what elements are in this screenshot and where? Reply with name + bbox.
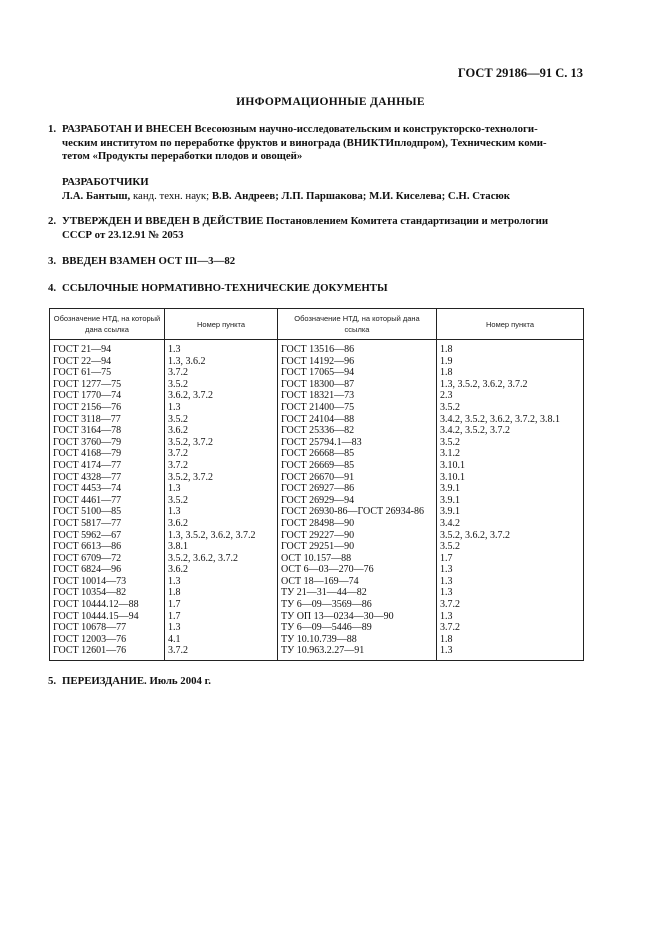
cell-ntd-right: ТУ ОП 13—0234—30—90 xyxy=(278,611,437,623)
table-row xyxy=(50,553,584,565)
col-header-item-2: Номер пункта xyxy=(437,309,584,340)
cell-ntd-left: ГОСТ 3118—77 xyxy=(50,414,165,426)
cell-item-right: 3.10.1 xyxy=(437,472,584,484)
cell-ntd-right: ГОСТ 26668—85 xyxy=(278,448,437,460)
table-row xyxy=(50,367,584,379)
table-row xyxy=(50,472,584,484)
cell-item-right: 1.3 xyxy=(437,576,584,588)
cell-item-right: 3.5.2 xyxy=(437,402,584,414)
cell-item-left: 3.5.2 xyxy=(165,414,278,426)
cell-item-right: 1.9 xyxy=(437,356,584,368)
cell-ntd-left: ГОСТ 1277—75 xyxy=(50,379,165,391)
cell-item-left: 3.5.2, 3.6.2, 3.7.2 xyxy=(165,553,278,565)
cell-ntd-left: ГОСТ 2156—76 xyxy=(50,402,165,414)
cell-item-left: 1.3 xyxy=(165,483,278,495)
section-3-text: ВВЕДЕН ВЗАМЕН ОСТ III—3—82 xyxy=(62,255,236,267)
table-row xyxy=(50,460,584,472)
section-4-text: ССЫЛОЧНЫЕ НОРМАТИВНО-ТЕХНИЧЕСКИЕ ДОКУМЕНТЫ xyxy=(62,282,388,294)
cell-ntd-left: ГОСТ 6709—72 xyxy=(50,553,165,565)
cell-ntd-left: ГОСТ 3164—78 xyxy=(50,425,165,437)
cell-item-left: 1.8 xyxy=(165,587,278,599)
cell-ntd-right: ОСТ 6—03—270—76 xyxy=(278,564,437,576)
cell-item-left: 3.7.2 xyxy=(165,460,278,472)
developers-heading: РАЗРАБОТЧИКИ xyxy=(62,176,149,188)
section-2-number: 2. xyxy=(48,215,57,227)
cell-item-right: 1.3 xyxy=(437,564,584,576)
cell-item-left: 3.6.2 xyxy=(165,518,278,530)
cell-item-left: 1.3 xyxy=(165,506,278,518)
page-header: ГОСТ 29186—91 С. 13 xyxy=(457,66,583,80)
cell-item-right: 1.3 xyxy=(437,611,584,623)
table-row xyxy=(50,506,584,518)
cell-item-right: 3.4.2, 3.5.2, 3.6.2, 3.7.2, 3.8.1 xyxy=(437,414,584,426)
table-row xyxy=(50,611,584,623)
cell-item-right: 1.3, 3.5.2, 3.6.2, 3.7.2 xyxy=(437,379,584,391)
table-row xyxy=(50,437,584,449)
cell-item-left: 1.7 xyxy=(165,611,278,623)
developer-names: В.В. Андреев; Л.П. Паршакова; М.И. Киселева; С.Н. Стасюк xyxy=(211,189,510,202)
cell-item-left: 3.7.2 xyxy=(165,367,278,379)
cell-ntd-right: ОСТ 18—169—74 xyxy=(278,576,437,588)
cell-ntd-right: ТУ 21—31—44—82 xyxy=(278,587,437,599)
cell-item-right: 3.7.2 xyxy=(437,622,584,634)
cell-item-right: 3.4.2, 3.5.2, 3.7.2 xyxy=(437,425,584,437)
cell-ntd-right: ГОСТ 26670—91 xyxy=(278,472,437,484)
cell-ntd-right: ГОСТ 26927—86 xyxy=(278,483,437,495)
cell-ntd-right: ТУ 10.10.739—88 xyxy=(278,634,437,646)
section-2-text-2: СССР от 23.12.91 № 2053 xyxy=(62,228,184,241)
cell-ntd-left: ГОСТ 6613—86 xyxy=(50,541,165,553)
table-row xyxy=(50,425,584,437)
table-row xyxy=(50,530,584,542)
section-1-heading: РАЗРАБОТАН И ВНЕСЕН xyxy=(62,123,192,135)
cell-ntd-left: ГОСТ 12601—76 xyxy=(50,645,165,660)
cell-ntd-left: ГОСТ 5962—67 xyxy=(50,530,165,542)
cell-item-left: 1.7 xyxy=(165,599,278,611)
cell-ntd-right: ТУ 6—09—5446—89 xyxy=(278,622,437,634)
developer-degree: канд. техн. наук; xyxy=(130,189,212,202)
section-1-text-3: тетом «Продукты переработки плодов и овощей» xyxy=(62,150,303,163)
cell-item-left: 1.3 xyxy=(165,622,278,634)
cell-item-right: 3.5.2 xyxy=(437,541,584,553)
cell-ntd-left: ГОСТ 5817—77 xyxy=(50,518,165,530)
cell-ntd-left: ГОСТ 6824—96 xyxy=(50,564,165,576)
cell-ntd-left: ГОСТ 10678—77 xyxy=(50,622,165,634)
cell-item-right: 3.9.1 xyxy=(437,495,584,507)
cell-item-left: 1.3, 3.6.2 xyxy=(165,356,278,368)
cell-ntd-left: ГОСТ 1770—74 xyxy=(50,390,165,402)
table-row xyxy=(50,390,584,402)
cell-item-right: 3.5.2, 3.6.2, 3.7.2 xyxy=(437,530,584,542)
cell-item-left: 3.7.2 xyxy=(165,645,278,660)
reference-documents-table xyxy=(49,308,584,661)
cell-ntd-right: ГОСТ 21400—75 xyxy=(278,402,437,414)
section-2 xyxy=(48,215,588,242)
cell-ntd-left: ГОСТ 4453—74 xyxy=(50,483,165,495)
cell-ntd-left: ГОСТ 4328—77 xyxy=(50,472,165,484)
cell-item-right: 3.10.1 xyxy=(437,460,584,472)
cell-item-right: 3.7.2 xyxy=(437,599,584,611)
table-header-row xyxy=(50,309,584,340)
cell-item-right: 3.1.2 xyxy=(437,448,584,460)
cell-item-right: 1.3 xyxy=(437,587,584,599)
section-2-text-1: Постановлением Комитета стандартизации и метрологии xyxy=(266,215,549,227)
table-row xyxy=(50,379,584,391)
table-row xyxy=(50,495,584,507)
cell-item-right: 1.8 xyxy=(437,367,584,379)
table-row xyxy=(50,622,584,634)
table-row xyxy=(50,599,584,611)
cell-item-left: 3.5.2, 3.7.2 xyxy=(165,472,278,484)
cell-item-right: 3.9.1 xyxy=(437,506,584,518)
cell-item-left: 3.5.2 xyxy=(165,379,278,391)
cell-ntd-right: ТУ 6—09—3569—86 xyxy=(278,599,437,611)
cell-item-right: 1.8 xyxy=(437,340,584,356)
cell-ntd-right: ГОСТ 14192—96 xyxy=(278,356,437,368)
cell-ntd-right: ГОСТ 18321—73 xyxy=(278,390,437,402)
table-row xyxy=(50,356,584,368)
cell-item-left: 3.6.2 xyxy=(165,425,278,437)
section-5-number: 5. xyxy=(48,675,57,687)
cell-item-right: 2.3 xyxy=(437,390,584,402)
cell-ntd-left: ГОСТ 4174—77 xyxy=(50,460,165,472)
cell-item-right: 3.4.2 xyxy=(437,518,584,530)
section-3-number: 3. xyxy=(48,255,57,267)
col-header-item-1: Номер пункта xyxy=(165,309,278,340)
cell-ntd-left: ГОСТ 10444.12—88 xyxy=(50,599,165,611)
cell-item-left: 3.5.2 xyxy=(165,495,278,507)
cell-ntd-right: ГОСТ 25336—82 xyxy=(278,425,437,437)
cell-ntd-right: ГОСТ 24104—88 xyxy=(278,414,437,426)
cell-item-right: 1.7 xyxy=(437,553,584,565)
table-row xyxy=(50,576,584,588)
cell-ntd-right: ГОСТ 17065—94 xyxy=(278,367,437,379)
section-1-number: 1. xyxy=(48,123,57,135)
developer-lead: Л.А. Бантыш, xyxy=(62,189,131,202)
cell-item-left: 3.6.2 xyxy=(165,564,278,576)
cell-ntd-left: ГОСТ 5100—85 xyxy=(50,506,165,518)
cell-item-left: 1.3 xyxy=(165,576,278,588)
cell-ntd-left: ГОСТ 10354—82 xyxy=(50,587,165,599)
table-row xyxy=(50,587,584,599)
cell-ntd-right: ГОСТ 18300—87 xyxy=(278,379,437,391)
section-3 xyxy=(48,255,588,269)
section-5-text: ПЕРЕИЗДАНИЕ. Июль 2004 г. xyxy=(62,675,211,687)
cell-ntd-right: ГОСТ 26669—85 xyxy=(278,460,437,472)
cell-item-left: 1.3 xyxy=(165,402,278,414)
table-row xyxy=(50,483,584,495)
cell-ntd-right: ГОСТ 25794.1—83 xyxy=(278,437,437,449)
cell-item-right: 1.8 xyxy=(437,634,584,646)
cell-ntd-right: ГОСТ 29251—90 xyxy=(278,541,437,553)
cell-ntd-left: ГОСТ 10444.15—94 xyxy=(50,611,165,623)
section-2-heading: УТВЕРЖДЕН И ВВЕДЕН В ДЕЙСТВИЕ xyxy=(62,215,264,227)
table-row xyxy=(50,402,584,414)
section-1-text-1: Всесоюзным научно-исследовательским и конструкторско-технологи- xyxy=(194,123,538,135)
cell-ntd-left: ГОСТ 12003—76 xyxy=(50,634,165,646)
cell-ntd-left: ГОСТ 10014—73 xyxy=(50,576,165,588)
section-4 xyxy=(48,282,588,296)
section-4-number: 4. xyxy=(48,282,57,294)
cell-ntd-right: ОСТ 10.157—88 xyxy=(278,553,437,565)
table-row xyxy=(50,414,584,426)
cell-item-left: 1.3 xyxy=(165,340,278,356)
section-1-text-2: ческим институтом по переработке фруктов и винограда (ВНИКТИплодпром), Техническим коми- xyxy=(62,136,547,149)
table-body xyxy=(50,340,584,661)
table-row xyxy=(50,448,584,460)
table-row xyxy=(50,340,584,356)
cell-ntd-left: ГОСТ 4168—79 xyxy=(50,448,165,460)
cell-item-left: 1.3, 3.5.2, 3.6.2, 3.7.2 xyxy=(165,530,278,542)
cell-item-left: 3.6.2, 3.7.2 xyxy=(165,390,278,402)
developers xyxy=(48,176,588,203)
cell-item-right: 3.9.1 xyxy=(437,483,584,495)
cell-ntd-right: ТУ 10.963.2.27—91 xyxy=(278,645,437,660)
cell-item-left: 3.5.2, 3.7.2 xyxy=(165,437,278,449)
cell-ntd-left: ГОСТ 4461—77 xyxy=(50,495,165,507)
cell-ntd-right: ГОСТ 13516—86 xyxy=(278,340,437,356)
cell-ntd-left: ГОСТ 3760—79 xyxy=(50,437,165,449)
cell-item-left: 3.8.1 xyxy=(165,541,278,553)
cell-ntd-left: ГОСТ 22—94 xyxy=(50,356,165,368)
table-row xyxy=(50,564,584,576)
cell-item-left: 3.7.2 xyxy=(165,448,278,460)
cell-ntd-left: ГОСТ 61—75 xyxy=(50,367,165,379)
table-row xyxy=(50,634,584,646)
cell-ntd-left: ГОСТ 21—94 xyxy=(50,340,165,356)
col-header-ntd-1: Обозначение НТД, на который дана ссылка xyxy=(50,309,165,340)
table-row xyxy=(50,645,584,660)
cell-ntd-right: ГОСТ 28498—90 xyxy=(278,518,437,530)
cell-ntd-right: ГОСТ 26930-86—ГОСТ 26934-86 xyxy=(278,506,437,518)
section-5 xyxy=(48,675,588,689)
table-row xyxy=(50,518,584,530)
cell-item-left: 4.1 xyxy=(165,634,278,646)
section-1 xyxy=(48,123,588,164)
cell-item-right: 1.3 xyxy=(437,645,584,660)
cell-ntd-right: ГОСТ 29227—90 xyxy=(278,530,437,542)
cell-item-right: 3.5.2 xyxy=(437,437,584,449)
col-header-ntd-2: Обозначение НТД, на который дана ссылка xyxy=(278,309,437,340)
table-row xyxy=(50,541,584,553)
section-title: ИНФОРМАЦИОННЫЕ ДАННЫЕ xyxy=(236,96,425,108)
cell-ntd-right: ГОСТ 26929—94 xyxy=(278,495,437,507)
